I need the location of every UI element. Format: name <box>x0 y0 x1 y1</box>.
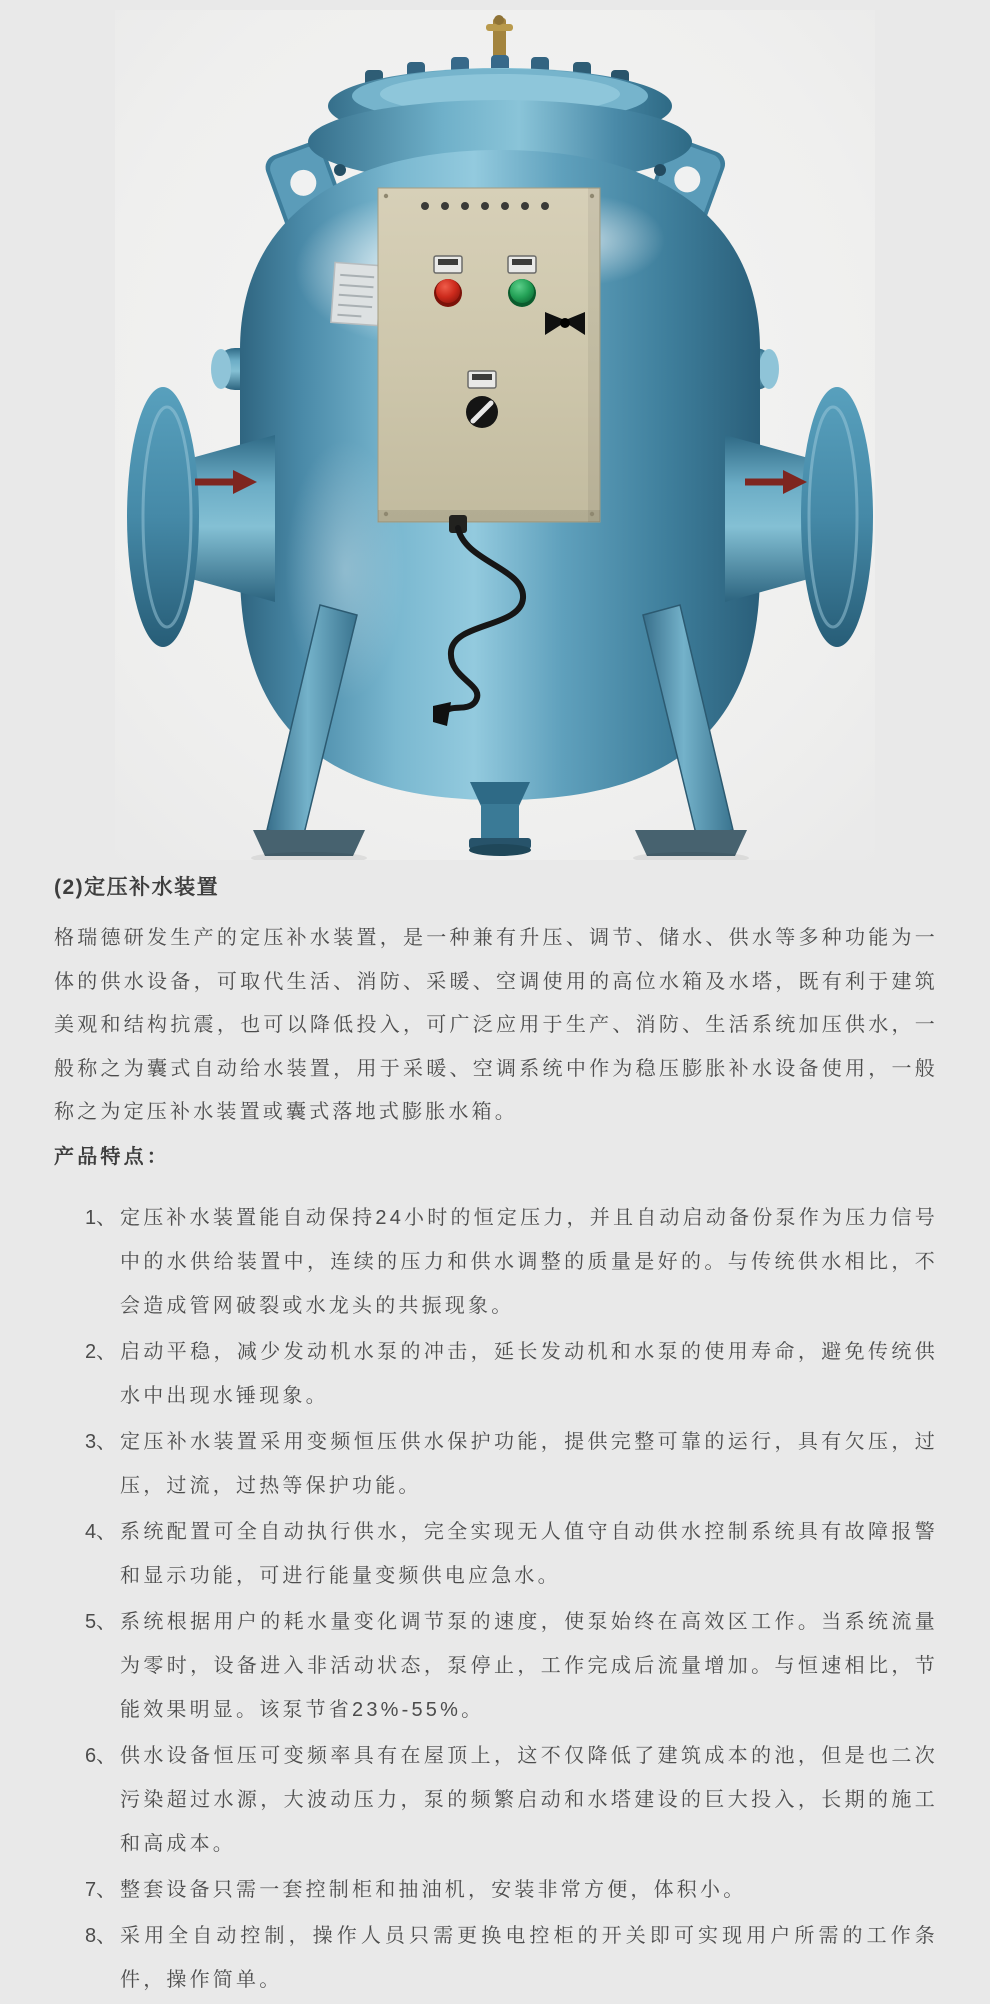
feature-item <box>54 1600 938 1732</box>
feature-text: 整套设备只需一套控制柜和抽油机，安装非常方便，体积小。 <box>120 1878 747 1901</box>
feature-item <box>54 1330 938 1418</box>
feature-number: 1、 <box>85 1206 117 1229</box>
feature-number: 3、 <box>85 1430 117 1453</box>
feature-text: 系统配置可全自动执行供水，完全实现无人值守自动供水控制系统具有故障报警和显示功能，可进行能量变频供电应急水。 <box>120 1520 938 1587</box>
feature-item <box>54 1734 938 1866</box>
feature-item <box>54 1510 938 1598</box>
feature-number: 6、 <box>85 1744 117 1767</box>
nameplate <box>331 262 382 325</box>
feature-text: 启动平稳，减少发动机水泵的冲击，延长发动机和水泵的使用寿命，避免传统供水中出现水锤现象。 <box>120 1340 938 1407</box>
feature-item <box>54 1914 938 2002</box>
feature-number: 5、 <box>85 1610 117 1633</box>
features-title: 产品特点： <box>54 1145 170 1168</box>
product-photo <box>115 0 875 868</box>
feature-text: 供水设备恒压可变频率具有在屋顶上，这不仅降低了建筑成本的池，但是也二次污染超过水源，大波动压力，泵的频繁启动和水塔建设的巨大投入，长期的施工和高成本。 <box>120 1744 938 1855</box>
feature-text: 定压补水装置能自动保持24小时的恒定压力，并且自动启动备份泵作为压力信号中的水供给装置中，连续的压力和供水调整的质量是好的。与传统供水相比，不会造成管网破裂或水龙头的共振现象。 <box>120 1206 938 1317</box>
feature-item <box>54 1420 938 1508</box>
feature-item <box>54 1196 938 1328</box>
intro-paragraph: 格瑞德研发生产的定压补水装置，是一种兼有升压、调节、储水、供水等多种功能为一体的供水设备，可取代生活、消防、采暖、空调使用的高位水箱及水塔，既有利于建筑美观和结构抗震，也可以降低投入，可广泛应用于生产、消防、生活系统加压供水，一般称之为囊式自动给水装置，用于采暖、空调系统中作为稳压膨胀补水设备使用，一般称之为定压补水装置或囊式落地式膨胀水箱。 <box>54 927 938 1123</box>
control-panel <box>378 188 600 533</box>
water-tank-illustration <box>115 10 875 860</box>
section-heading: (2)定压补水装置 <box>54 876 220 899</box>
feature-number: 4、 <box>85 1520 117 1543</box>
feature-text: 采用全自动控制，操作人员只需更换电控柜的开关即可实现用户所需的工作条件，操作简单。 <box>120 1924 938 1991</box>
feature-number: 8、 <box>85 1924 117 1947</box>
feature-text: 系统根据用户的耗水量变化调节泵的速度，使泵始终在高效区工作。当系统流量为零时，设备进入非活动状态，泵停止，工作完成后流量增加。与恒速相比，节能效果明显。该泵节省23%-55%。 <box>120 1610 938 1721</box>
feature-text: 定压补水装置采用变频恒压供水保护功能，提供完整可靠的运行，具有欠压，过压，过流，过热等保护功能。 <box>120 1430 938 1497</box>
feature-number: 2、 <box>85 1340 117 1363</box>
feature-number: 7、 <box>85 1878 117 1901</box>
pipe-flange-left <box>127 387 199 647</box>
product-description <box>0 874 990 2002</box>
features-list <box>54 1196 938 2002</box>
feature-item <box>54 1868 938 1912</box>
pipe-flange-right <box>801 387 873 647</box>
